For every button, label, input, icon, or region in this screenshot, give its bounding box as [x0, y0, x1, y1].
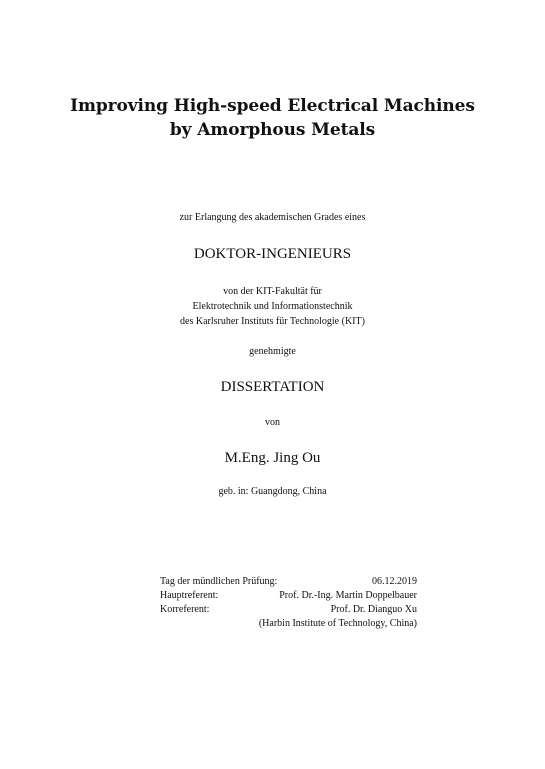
purpose-text: zur Erlangung des akademischen Grades eines	[179, 212, 366, 223]
approved-text: genehmigte	[249, 346, 296, 357]
faculty-line-1: von der KIT-Fakultät für	[223, 286, 322, 297]
exam-date-row	[160, 575, 417, 589]
dissertation-title-line-2: by Amorphous Metals	[169, 120, 376, 140]
faculty-line-3: des Karlsruher Instituts für Technologie (KIT)	[180, 316, 365, 327]
exam-details	[160, 575, 417, 631]
faculty-line-2: Elektrotechnik und Informationstechnik	[192, 301, 353, 312]
degree-text: DOKTOR-INGENIEURS	[193, 246, 352, 262]
co-referee-row	[160, 603, 417, 617]
exam-date-value: 06.12.2019	[372, 576, 417, 587]
co-referee-label: Korreferent:	[160, 604, 210, 615]
author-name: M.Eng. Jing Ou	[224, 450, 321, 466]
main-referee-row	[160, 589, 417, 603]
co-referee-affiliation: (Harbin Institute of Technology, China)	[258, 618, 417, 629]
co-referee-value: Prof. Dr. Dianguo Xu	[330, 604, 417, 615]
exam-date-label: Tag der mündlichen Prüfung:	[160, 576, 278, 587]
main-referee-label: Hauptreferent:	[160, 590, 219, 601]
document-type: DISSERTATION	[220, 379, 325, 395]
co-referee-affiliation-row	[160, 617, 417, 631]
dissertation-title-line-1: Improving High-speed Electrical Machines	[70, 96, 475, 116]
by-text: von	[265, 417, 280, 428]
birthplace-text: geb. in: Guangdong, China	[218, 486, 327, 497]
main-referee-value: Prof. Dr.-Ing. Martin Doppelbauer	[279, 590, 417, 601]
